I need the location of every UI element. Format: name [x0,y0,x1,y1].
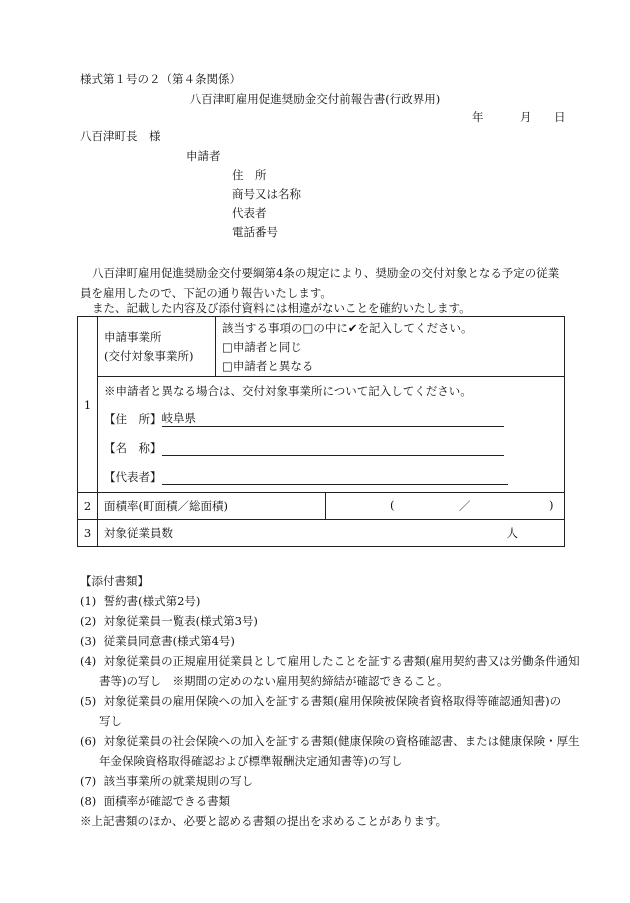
option-same-checkbox[interactable]: □申請者と同じ [222,340,302,354]
attachment-num: (3) [80,634,97,648]
attachments-section [80,571,580,831]
attachment-text: 誓約書(様式第2号) [103,594,201,608]
row1-number: 1 [78,317,98,493]
attachments-footnote: ※上記書類のほか、必要と認める書類の提出を求めることがあります。 [80,814,448,828]
area-ratio-input[interactable] [326,493,565,520]
attachment-text-cont: 年金保険資格取得確認および標準報酬決定通知書等)の写し [99,754,403,768]
office-rep-label: 【代表者】 [104,470,162,484]
office-rep-input[interactable] [162,470,508,485]
attachment-text: 従業員同意書(様式第4号) [103,634,235,648]
row3-number: 3 [78,520,98,547]
office-note: ※申請者と異なる場合は、交付対象事業所について記入してください。 [104,384,472,398]
date-row [472,111,566,125]
table-row-1a [78,317,565,377]
attachment-num: (7) [80,774,97,788]
applicant-label: 申請者 [186,149,221,163]
report-table [77,316,565,547]
addressee: 八百津町長 様 [80,129,161,143]
office-label-line1: 申請事業所 [104,329,162,344]
body-paragraph-2: また、記載した内容及び添付資料には相違がないことを確約いたします。 [92,301,471,315]
option-different-checkbox[interactable]: □申請者と異なる [222,359,314,373]
attachment-text-cont: 写し [99,714,122,728]
area-ratio-label: 面積率(町面積／総面積) [98,493,326,520]
table-row-2 [78,493,565,520]
attachment-num: (4) [80,654,97,668]
table-row-1b [78,377,565,493]
office-address-input[interactable]: 岐阜県 [162,410,504,427]
attachment-item-1 [80,591,580,611]
attachment-item-2 [80,611,580,631]
attachments-heading: 【添付書類】 [80,574,149,588]
day-label: 日 [554,110,566,124]
applicant-phone-label: 電話番号 [232,225,278,239]
check-instruction: 該当する事項の□の中に✔を記入してください。 [222,321,473,335]
office-label-line2: (交付対象事業所) [104,348,194,363]
attachment-text: 対象従業員の雇用保険への加入を証する書類(雇用保険被保険者資格取得等確認通知書)の [103,694,562,708]
table-row-3 [78,520,565,547]
attachment-num: (8) [80,794,97,808]
office-options-cell [216,317,565,377]
attachment-num: (6) [80,734,97,748]
office-address-label: 【住 所】 [104,412,162,426]
attachment-text: 対象従業員の正規雇用従業員として雇用したことを証する書類(雇用契約書又は労働条件通知 [103,654,580,668]
area-ratio-open-paren: ( [390,498,395,512]
attachment-text: 対象従業員一覧表(様式第3号) [103,614,258,628]
employee-count-label: 対象従業員数 [98,520,326,547]
row2-number: 2 [78,493,98,520]
office-name-label: 【名 称】 [104,441,162,455]
body-paragraph-1: 八百津町雇用促進奨励金交付要綱第4条の規定により、奨励金の交付対象となる予定の従業員を雇用したので、下記の通り報告いたします。 [80,266,560,300]
area-ratio-close-paren: ) [549,498,554,512]
area-ratio-slash: ／ [459,499,471,513]
office-name-row [104,440,564,456]
attachment-item-3 [80,631,580,651]
attachment-text: 対象従業員の社会保険への加入を証する書類(健康保険の資格確認書、または健康保険・厚生 [103,734,580,748]
employee-count-unit: 人 [506,526,518,540]
document-title: 八百津町雇用促進奨励金交付前報告書(行政界用) [189,92,441,106]
form-id: 様式第１号の２（第４条関係） [80,72,241,86]
attachment-text: 該当事業所の就業規則の写し [103,774,254,788]
employee-count-input[interactable] [326,520,565,547]
office-label-cell [98,317,216,377]
year-label: 年 [472,110,484,124]
applicant-address-label: 住 所 [232,168,267,182]
month-label: 月 [520,110,532,124]
applicant-representative-label: 代表者 [232,206,267,220]
attachment-num: (2) [80,614,97,628]
applicant-company-label: 商号又は名称 [232,187,301,201]
office-detail-cell [98,377,565,493]
attachment-item-8 [80,791,580,811]
attachment-text: 面積率が確認できる書類 [103,794,231,808]
office-name-input[interactable] [162,441,504,456]
attachment-num: (5) [80,694,97,708]
attachment-text-cont: 書等)の写し ※期間の定めのない雇用契約締結が確認できること。 [99,674,449,688]
attachment-item-5 [80,691,580,731]
attachment-num: (1) [80,594,97,608]
office-rep-row [104,469,564,485]
attachment-item-4 [80,651,580,691]
office-address-row [104,410,564,427]
attachment-item-6 [80,731,580,771]
attachment-item-7 [80,771,580,791]
